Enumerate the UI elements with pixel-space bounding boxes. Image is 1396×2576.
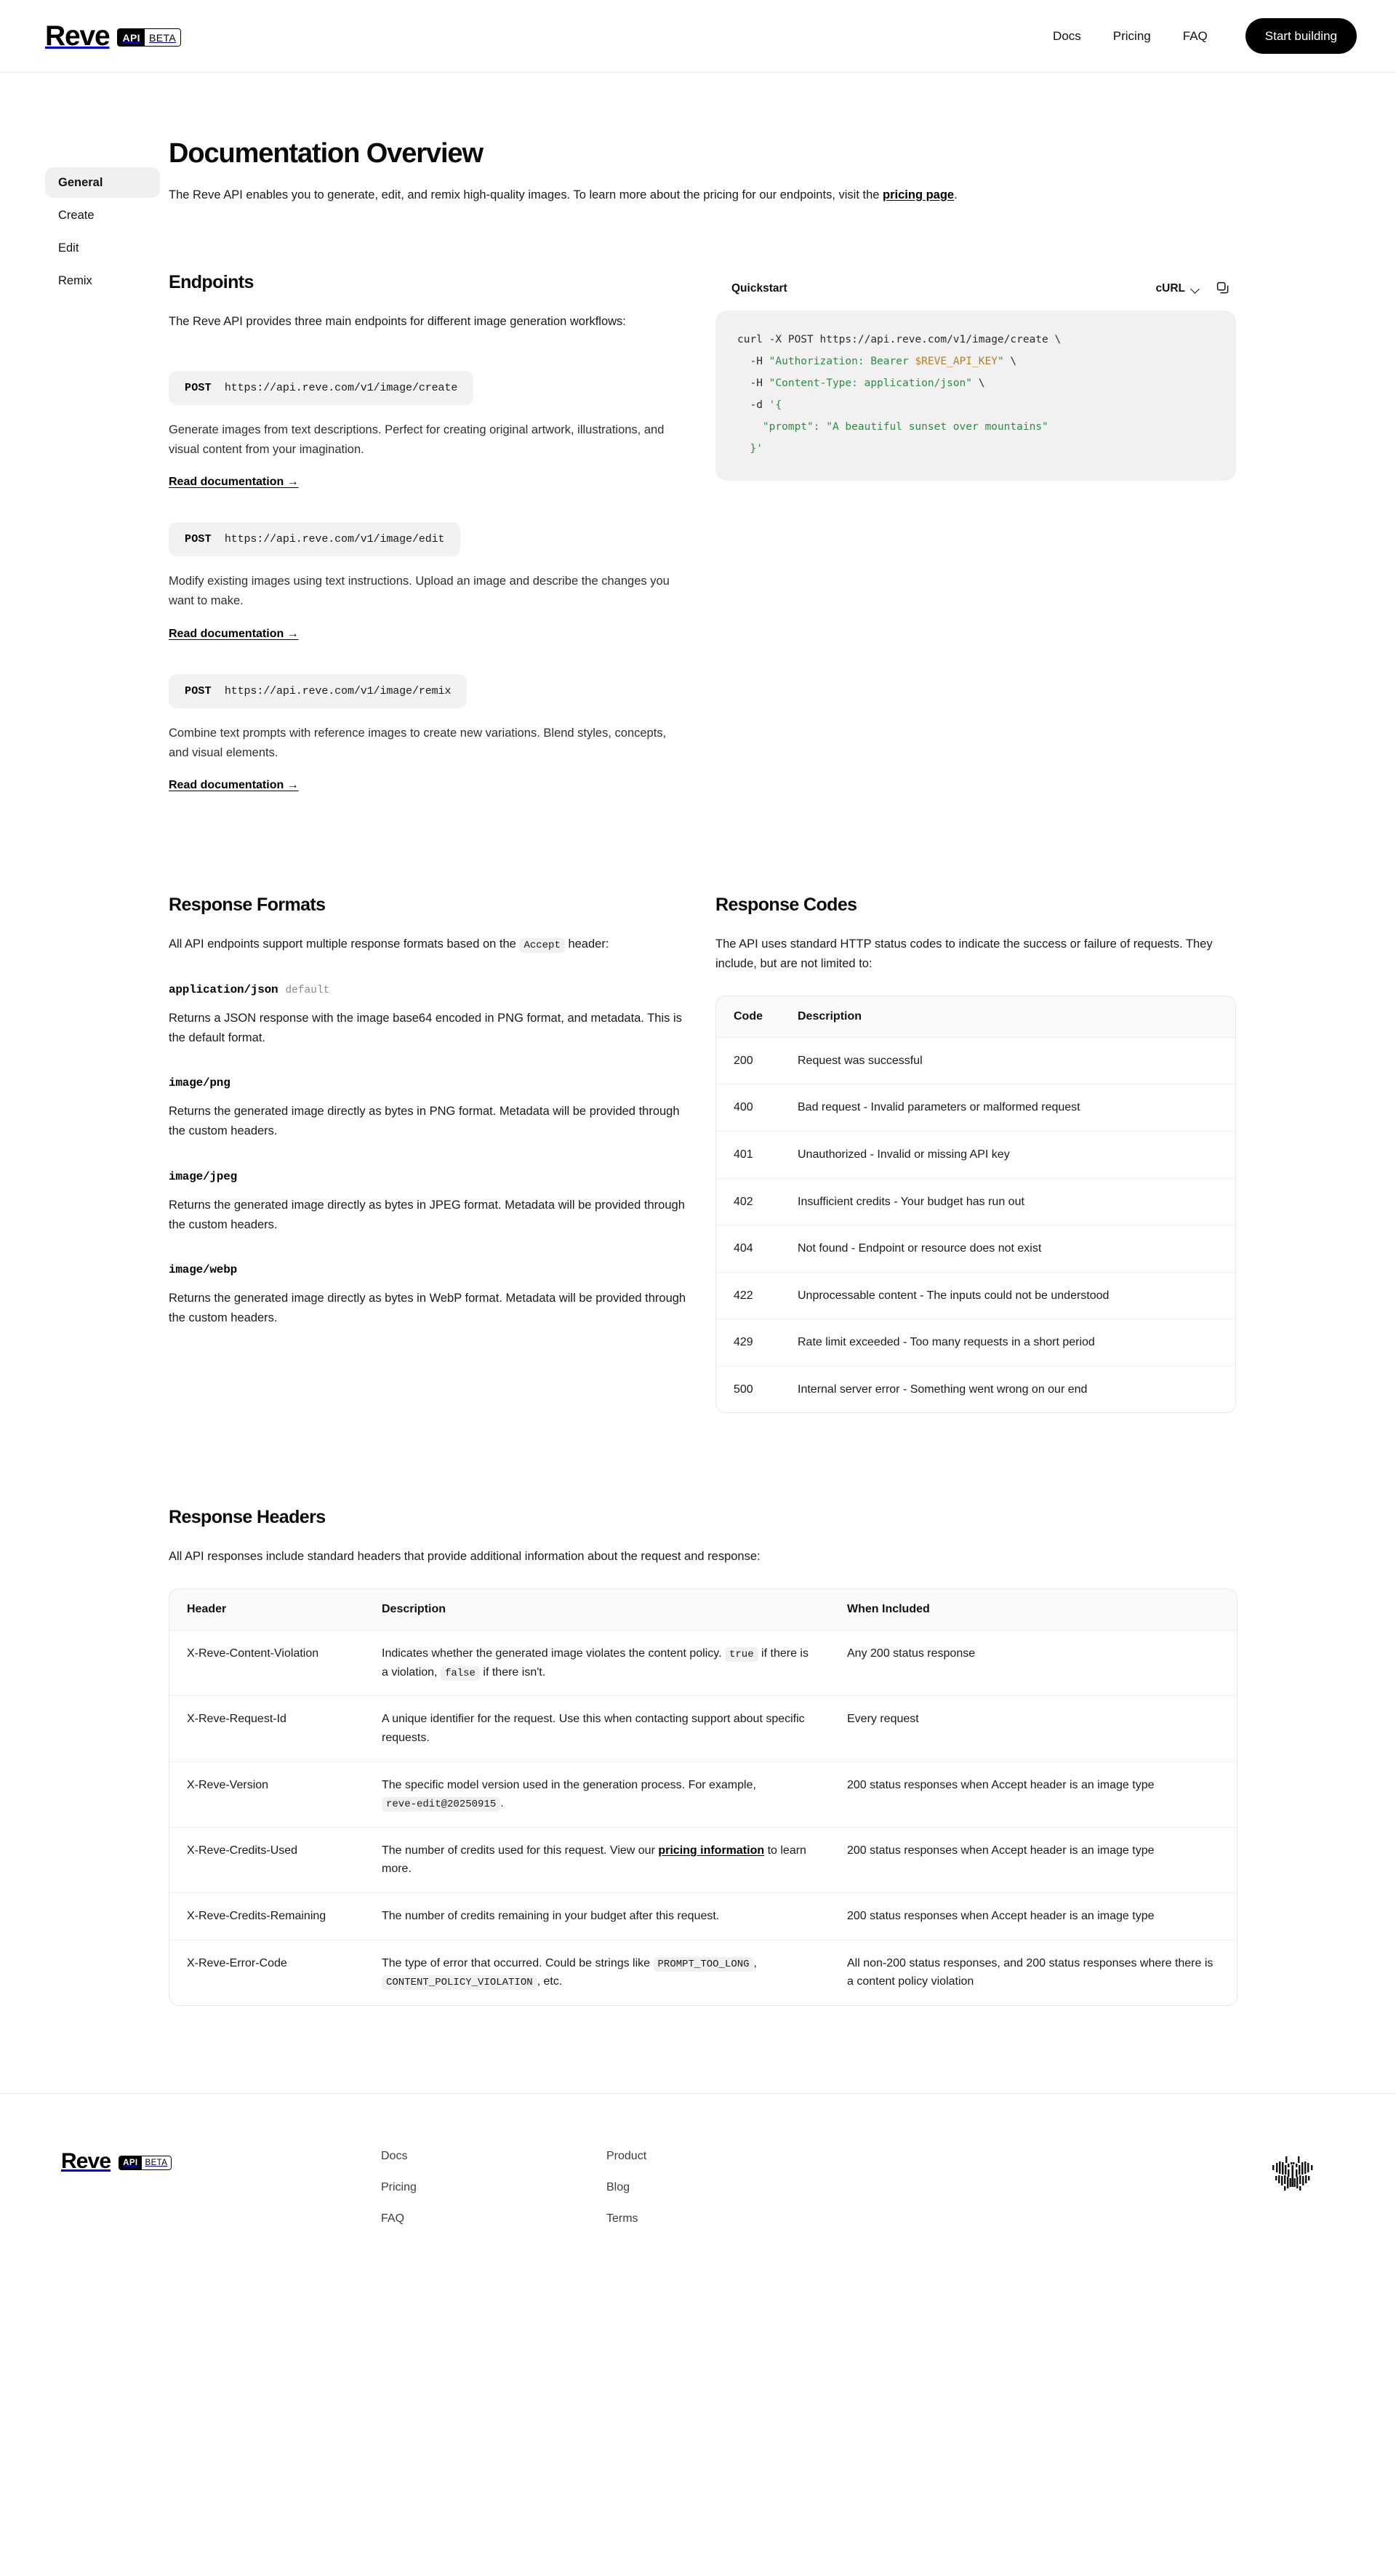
endpoints-intro: The Reve API provides three main endpoints for different image generation workflows: (169, 315, 626, 329)
endpoint-edit (169, 522, 715, 640)
quickstart-code-block (715, 311, 1236, 481)
inline-code-chip: reve-edit@20250915 (382, 1797, 500, 1812)
status-description-cell: Rate limit exceeded - Too many requests in a short period (780, 1319, 1235, 1367)
table-row (716, 1037, 1235, 1084)
footer-api-beta-badge (119, 2156, 172, 2170)
response-headers-table (169, 1589, 1237, 2005)
when-included-cell: 200 status responses when Accept header is an image type (830, 1892, 1237, 1940)
format-image-jpeg-name: image/jpeg (169, 1169, 238, 1183)
code-token: -H (737, 356, 769, 368)
inline-code-chip: CONTENT_POLICY_VIOLATION (382, 1975, 537, 1990)
code-token: $REVE_API_KEY (915, 356, 998, 368)
description-text: A unique identifier for the request. Use this when contacting support about specific requests. (382, 1713, 805, 1744)
table-header-row (716, 996, 1235, 1038)
description-text: The number of credits used for this request. View our (382, 1844, 659, 1857)
inline-code-chip: true (725, 1647, 758, 1662)
column-header-header: Header (169, 1589, 364, 1631)
response-formats-title: Response Formats (169, 895, 326, 916)
endpoint-edit-read-docs-link[interactable]: Read documentation → (169, 627, 299, 640)
response-headers-table-body (169, 1631, 1237, 2005)
status-code-cell: 400 (716, 1084, 780, 1132)
endpoint-create-method: POST (185, 381, 212, 394)
page-body (0, 73, 1396, 2006)
status-description-cell: Unprocessable content - The inputs could not be understood (780, 1272, 1235, 1319)
quickstart-code (737, 334, 1061, 455)
table-row (169, 1631, 1237, 1696)
response-headers-table-wrapper (169, 1588, 1237, 2006)
code-token: \ (1003, 356, 1017, 368)
description-text: Indicates whether the generated image violates the content policy. (382, 1647, 725, 1660)
code-token: "Authorization: Bearer (769, 356, 915, 368)
column-header-code: Code (716, 996, 780, 1038)
quickstart-panel (715, 280, 1236, 481)
response-formats-intro (169, 935, 678, 954)
description-text: if there is a violation, (382, 1647, 809, 1679)
table-row (716, 1319, 1235, 1367)
chevron-down-icon (1192, 285, 1200, 293)
format-image-png-heading (169, 1076, 715, 1089)
table-row (169, 1761, 1237, 1827)
endpoint-remix (169, 674, 715, 792)
description-text: if there isn't. (479, 1665, 546, 1679)
description-text: The specific model version used in the generation process. For example, (382, 1778, 756, 1791)
footer-link-docs[interactable]: Docs (381, 2149, 408, 2162)
response-codes-table (716, 996, 1235, 1413)
status-description-cell: Unauthorized - Invalid or missing API key (780, 1131, 1235, 1178)
response-codes-section (715, 894, 1236, 1413)
description-text: , etc. (537, 1975, 563, 1988)
code-token: " (997, 356, 1004, 368)
header-description-cell (364, 1761, 830, 1827)
sidebar-item-remix[interactable]: Remix (58, 274, 92, 288)
header-name-cell: X-Reve-Version (169, 1761, 364, 1827)
endpoints-quickstart-row (169, 271, 1237, 792)
response-codes-table-head (716, 996, 1235, 1038)
response-headers-title: Response Headers (169, 1507, 326, 1528)
description-text: The type of error that occurred. Could be strings like (382, 1956, 654, 1969)
endpoint-remix-read-docs-link[interactable]: Read documentation → (169, 779, 299, 792)
page-title: Documentation Overview (169, 138, 483, 169)
brand-logo[interactable] (45, 22, 181, 50)
copy-icon (1216, 281, 1230, 297)
header-nav (1053, 18, 1357, 54)
endpoint-create-description: Generate images from text descriptions. Perfect for creating original artwork, illustrations, and visual content from your imagination. (169, 423, 665, 456)
pricing-information-link[interactable]: pricing information (658, 1844, 765, 1857)
table-row (716, 1131, 1235, 1178)
description-text: The number of credits remaining in your budget after this request. (382, 1909, 720, 1922)
footer-column-company (606, 2151, 832, 2225)
description-text: , (753, 1956, 757, 1969)
format-image-png (169, 1076, 715, 1140)
status-code-cell: 402 (716, 1178, 780, 1225)
footer-brand-logo[interactable] (61, 2148, 381, 2173)
format-application-json-heading (169, 983, 715, 996)
column-header-when-included: When Included (830, 1589, 1237, 1631)
response-codes-intro: The API uses standard HTTP status codes to indicate the success or failure of requests. They include, but are not limited to: (715, 937, 1213, 971)
header-description-cell (364, 1696, 830, 1761)
quickstart-tools (1156, 280, 1232, 297)
format-application-json-name: application/json (169, 983, 278, 997)
header-name-cell: X-Reve-Credits-Used (169, 1827, 364, 1892)
footer-brand (61, 2148, 381, 2173)
table-row (716, 1366, 1235, 1412)
status-code-cell: 429 (716, 1319, 780, 1367)
site-header (0, 0, 1396, 73)
header-name-cell: X-Reve-Error-Code (187, 1956, 287, 1969)
endpoint-create-read-docs-link[interactable]: Read documentation → (169, 476, 299, 489)
response-headers-table-head (169, 1589, 1237, 1631)
header-description-cell (364, 1892, 830, 1940)
formats-codes-row (169, 894, 1237, 1413)
formats-intro-before: All API endpoints support multiple response formats based on the (169, 937, 520, 951)
description-text: to learn more. (382, 1844, 806, 1876)
code-token: '{ (769, 399, 782, 412)
format-image-webp-heading (169, 1263, 715, 1276)
when-included-cell: All non-200 status responses, and 200 status responses where there is a content policy violation (847, 1956, 1214, 1988)
format-image-jpeg-description: Returns the generated image directly as bytes in JPEG format. Metadata will be provided through the custom headers. (169, 1198, 685, 1231)
response-codes-table-wrapper (715, 996, 1236, 1414)
footer-badge-api-label: API (119, 2156, 141, 2169)
header-description-cell (364, 1940, 830, 2005)
quickstart-header (715, 280, 1236, 297)
quickstart-title: Quickstart (731, 282, 787, 295)
table-row (716, 1272, 1235, 1319)
table-row (716, 1084, 1235, 1132)
format-image-webp-name: image/webp (169, 1263, 238, 1277)
sidebar-item-general[interactable]: General (45, 167, 160, 198)
table-row (169, 1827, 1237, 1892)
endpoint-edit-description: Modify existing images using text instructions. Upload an image and describe the changes you want to make. (169, 575, 670, 608)
format-image-png-name: image/png (169, 1076, 230, 1090)
footer-brand-wordmark: Reve (61, 2148, 111, 2173)
format-image-webp-description: Returns the generated image directly as bytes in WebP format. Metadata will be provided through the custom headers. (169, 1292, 686, 1325)
table-row (716, 1225, 1235, 1273)
header-name-cell: X-Reve-Request-Id (169, 1696, 364, 1761)
start-building-button[interactable]: Start building (1245, 18, 1357, 54)
when-included-cell: Any 200 status response (830, 1631, 1237, 1696)
column-header-description: Description (780, 996, 1235, 1038)
response-codes-table-body (716, 1037, 1235, 1412)
when-included-cell: 200 status responses when Accept header is an image type (830, 1761, 1237, 1827)
format-image-webp (169, 1263, 715, 1327)
endpoint-edit-pill[interactable] (169, 522, 460, 556)
endpoints-section (169, 271, 715, 792)
format-application-json-description: Returns a JSON response with the image base64 encoded in PNG format, and metadata. This is the default format. (169, 1012, 682, 1044)
column-header-description: Description (364, 1589, 830, 1631)
main-content (169, 97, 1303, 2006)
site-footer (0, 2094, 1396, 2292)
code-token: "prompt": "A beautiful sunset over mountains" (737, 421, 1048, 433)
format-image-jpeg-heading (169, 1170, 715, 1183)
when-included-cell: Every request (830, 1696, 1237, 1761)
endpoint-remix-pill[interactable] (169, 674, 467, 708)
footer-link-terms[interactable]: Terms (606, 2212, 638, 2225)
status-code-cell: 200 (716, 1037, 780, 1084)
copy-code-button[interactable] (1214, 280, 1232, 297)
code-token: \ (972, 377, 985, 390)
sidebar (0, 97, 169, 299)
code-token: }' (737, 443, 763, 455)
butterfly-mark-icon (1269, 2151, 1351, 2202)
footer-badge-beta-label: BETA (142, 2156, 172, 2169)
badge-beta-label: BETA (145, 29, 180, 46)
sidebar-item-create[interactable]: Create (58, 209, 95, 223)
sidebar-item-edit[interactable]: Edit (58, 241, 79, 255)
inline-code-chip: PROMPT_TOO_LONG (654, 1957, 754, 1972)
response-headers-intro: All API responses include standard headers that provide additional information about the request and response: (169, 1550, 761, 1564)
table-row (169, 1940, 1237, 2005)
table-row (716, 1178, 1235, 1225)
formats-intro-after: header: (564, 937, 609, 951)
endpoint-edit-method: POST (185, 533, 212, 546)
footer-link-pricing[interactable]: Pricing (381, 2180, 417, 2193)
format-image-jpeg (169, 1170, 715, 1234)
status-description-cell: Not found - Endpoint or resource does not exist (780, 1225, 1235, 1273)
response-formats-section (169, 894, 715, 1327)
brand-api-beta-badge (117, 28, 181, 47)
endpoint-create-pill[interactable] (169, 371, 473, 405)
footer-link-product[interactable]: Product (606, 2149, 647, 2162)
format-image-png-description: Returns the generated image directly as bytes in PNG format. Metadata will be provided through the custom headers. (169, 1105, 680, 1138)
badge-api-label: API (118, 29, 145, 46)
status-description-cell: Internal server error - Something went wrong on our end (798, 1383, 1088, 1396)
code-token: "Content-Type: application/json" (769, 377, 973, 390)
footer-column-resources (381, 2151, 606, 2225)
footer-link-faq[interactable]: FAQ (381, 2212, 405, 2225)
endpoint-remix-method: POST (185, 684, 212, 697)
header-name-cell: X-Reve-Credits-Remaining (169, 1892, 364, 1940)
inline-code-chip: false (441, 1666, 480, 1681)
response-headers-section (169, 1506, 1237, 2005)
status-description-cell: Insufficient credits - Your budget has run out (780, 1178, 1235, 1225)
status-code-cell: 401 (716, 1131, 780, 1178)
header-name-cell: X-Reve-Content-Violation (169, 1631, 364, 1696)
format-application-json (169, 983, 715, 1047)
endpoint-remix-url: https://api.reve.com/v1/image/remix (224, 684, 452, 697)
brand-wordmark: Reve (45, 20, 110, 52)
table-row (169, 1892, 1237, 1940)
endpoint-edit-url: https://api.reve.com/v1/image/edit (224, 533, 445, 546)
description-text: . (500, 1797, 504, 1810)
endpoints-title: Endpoints (169, 272, 254, 293)
format-default-tag: default (285, 985, 330, 997)
table-header-row (169, 1589, 1237, 1631)
code-token: -H (737, 377, 769, 390)
page-intro-text-before: The Reve API enables you to generate, edit, and remix high-quality images. To learn more about the pricing for our endpoints, visit the (169, 188, 883, 201)
status-code-cell: 422 (716, 1272, 780, 1319)
endpoint-remix-description: Combine text prompts with reference images to create new variations. Blend styles, concepts, and visual elements. (169, 726, 667, 759)
code-token: curl -X POST https://api.reve.com/v1/image/create \ (737, 334, 1062, 346)
footer-link-blog[interactable]: Blog (606, 2180, 630, 2193)
header-description-cell (364, 1631, 830, 1696)
status-description-cell: Bad request - Invalid parameters or malformed request (780, 1084, 1235, 1132)
header-description-cell (364, 1827, 830, 1892)
table-row (169, 1696, 1237, 1761)
language-selector-label: cURL (1155, 282, 1185, 295)
response-codes-title: Response Codes (715, 895, 857, 916)
endpoint-create-url: https://api.reve.com/v1/image/create (224, 381, 458, 394)
endpoint-create (169, 371, 715, 489)
status-code-cell: 500 (734, 1383, 753, 1396)
pricing-page-link[interactable]: pricing page (883, 188, 955, 201)
page-intro (169, 185, 1128, 205)
page-intro-text-after: . (954, 188, 958, 201)
nav-item-pricing[interactable]: Pricing (1112, 29, 1151, 43)
accept-header-chip: Accept (519, 938, 564, 953)
code-token: -d (737, 399, 769, 412)
nav-item-faq[interactable]: FAQ (1182, 29, 1208, 43)
when-included-cell: 200 status responses when Accept header is an image type (830, 1827, 1237, 1892)
status-code-cell: 404 (716, 1225, 780, 1273)
status-description-cell: Request was successful (780, 1037, 1235, 1084)
language-selector[interactable] (1156, 282, 1200, 295)
nav-item-docs[interactable]: Docs (1053, 29, 1081, 43)
